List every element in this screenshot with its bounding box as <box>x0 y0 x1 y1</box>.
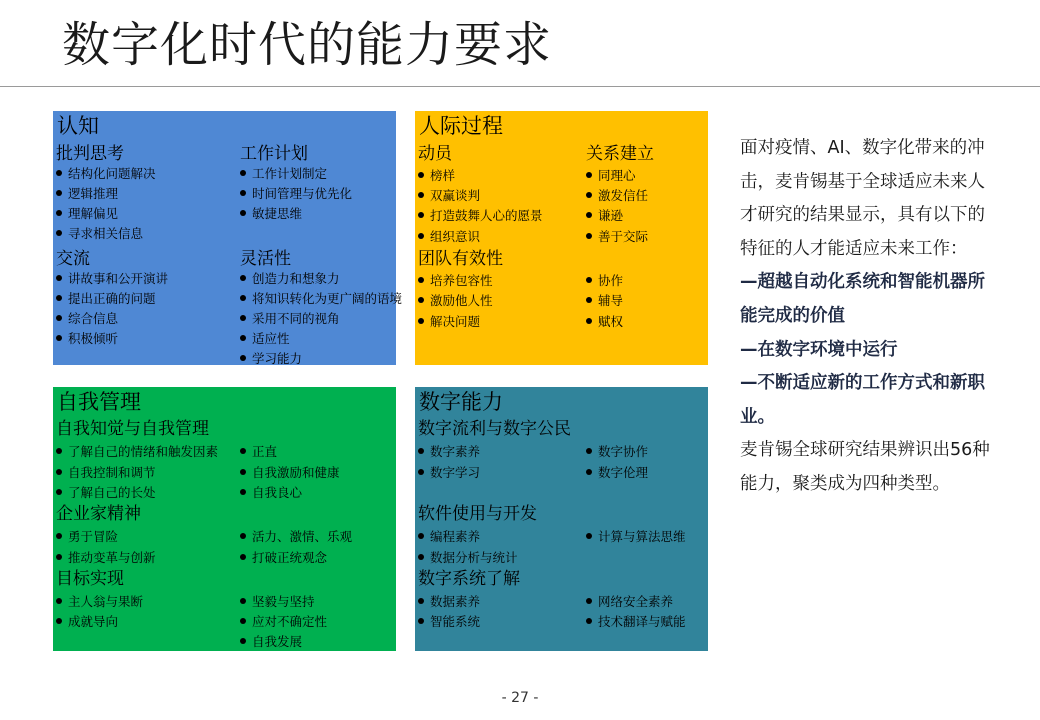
bullet-icon <box>586 212 592 218</box>
list-item: 技术翻译与赋能 <box>586 612 686 632</box>
page-number: - 27 - <box>501 690 539 706</box>
panel-interpersonal <box>415 111 708 365</box>
group-title: 自我知觉与自我管理 <box>56 419 209 439</box>
list-item: 勇于冒险 <box>56 527 118 547</box>
list-item: 赋权 <box>586 312 623 332</box>
bullet-icon <box>418 192 424 198</box>
list-item: 讲故事和公开演讲 <box>56 269 168 289</box>
list-item: 网络安全素养 <box>586 592 673 612</box>
list-item: 了解自己的情绪和触发因素 <box>56 442 218 462</box>
bullet-icon <box>56 230 62 236</box>
list-item: 数字协作 <box>586 442 648 462</box>
list-item: 采用不同的视角 <box>240 309 340 329</box>
list-item: 成就导向 <box>56 612 118 632</box>
bullet-icon <box>418 598 424 604</box>
list-item: 数字素养 <box>418 442 480 462</box>
group-title: 批判思考 <box>56 144 124 164</box>
bullet-icon <box>56 554 62 560</box>
side-description <box>740 132 990 502</box>
list-item: 打破正统观念 <box>240 548 327 568</box>
bullet-icon <box>586 598 592 604</box>
bullet-icon <box>586 192 592 198</box>
list-item: 榜样 <box>418 166 455 186</box>
bullet-icon <box>240 598 246 604</box>
list-item: 自我发展 <box>240 632 302 652</box>
list-item: 数据分析与统计 <box>418 548 518 568</box>
bullet-icon <box>56 618 62 624</box>
group-title: 软件使用与开发 <box>418 504 537 524</box>
bullet-icon <box>56 448 62 454</box>
list-item: 谦逊 <box>586 206 623 226</box>
list-item: 组织意识 <box>418 227 480 247</box>
group-title: 目标实现 <box>56 569 124 589</box>
bullet-icon <box>240 275 246 281</box>
slide-title: 数字化时代的能力要求 <box>62 17 553 73</box>
trait-line: —超越自动化系统和智能机器所能完成的价值 <box>740 272 985 326</box>
bullet-icon <box>56 533 62 539</box>
group-title: 工作计划 <box>240 144 308 164</box>
bullet-icon <box>418 277 424 283</box>
bullet-icon <box>56 598 62 604</box>
list-item: 了解自己的长处 <box>56 483 156 503</box>
list-item: 寻求相关信息 <box>56 224 143 244</box>
group-title: 数字系统了解 <box>418 569 520 589</box>
bullet-icon <box>56 190 62 196</box>
bullet-icon <box>240 489 246 495</box>
bullet-icon <box>586 318 592 324</box>
group-title: 企业家精神 <box>56 504 141 524</box>
list-item: 数字伦理 <box>586 463 648 483</box>
list-item: 正直 <box>240 442 277 462</box>
bullet-icon <box>240 448 246 454</box>
list-item: 数字学习 <box>418 463 480 483</box>
list-item: 培养包容性 <box>418 271 493 291</box>
panel-cognition <box>53 111 403 366</box>
list-item: 工作计划制定 <box>240 164 327 184</box>
bullet-icon <box>56 489 62 495</box>
list-item: 应对不确定性 <box>240 612 327 632</box>
panel-title: 人际过程 <box>419 114 503 138</box>
list-item: 善于交际 <box>586 227 648 247</box>
bullet-icon <box>418 233 424 239</box>
list-item: 打造鼓舞人心的愿景 <box>418 206 543 226</box>
bullet-icon <box>240 335 246 341</box>
bullet-icon <box>586 277 592 283</box>
list-item: 激发信任 <box>586 186 648 206</box>
list-item: 计算与算法思维 <box>586 527 686 547</box>
panel-title: 数字能力 <box>419 390 503 414</box>
list-item: 逻辑推理 <box>56 184 118 204</box>
bullet-icon <box>586 469 592 475</box>
group-title: 动员 <box>418 144 452 164</box>
list-item: 创造力和想象力 <box>240 269 340 289</box>
bullet-icon <box>418 618 424 624</box>
list-item: 理解偏见 <box>56 204 118 224</box>
bullet-icon <box>56 469 62 475</box>
list-item: 将知识转化为更广阔的语境 <box>240 289 402 309</box>
list-item: 敏捷思维 <box>240 204 302 224</box>
group-title: 关系建立 <box>586 144 654 164</box>
bullet-icon <box>418 469 424 475</box>
bullet-icon <box>418 318 424 324</box>
panel-digital <box>415 387 708 651</box>
conclusion-paragraph: 麦肯锡全球研究结果辨识出56种能力，聚类成为四种类型。 <box>740 440 990 494</box>
bullet-icon <box>240 295 246 301</box>
list-item: 激励他人性 <box>418 291 493 311</box>
list-item: 活力、激情、乐观 <box>240 527 352 547</box>
bullet-icon <box>586 533 592 539</box>
bullet-icon <box>586 233 592 239</box>
list-item: 结构化问题解决 <box>56 164 156 184</box>
bullet-icon <box>240 533 246 539</box>
list-item: 积极倾听 <box>56 329 118 349</box>
list-item: 编程素养 <box>418 527 480 547</box>
list-item: 适应性 <box>240 329 290 349</box>
list-item: 自我控制和调节 <box>56 463 156 483</box>
bullet-icon <box>240 469 246 475</box>
bullet-icon <box>240 554 246 560</box>
panel-title: 认知 <box>57 114 99 138</box>
list-item: 自我激励和健康 <box>240 463 340 483</box>
bullet-icon <box>418 172 424 178</box>
bullet-icon <box>586 297 592 303</box>
list-item: 坚毅与坚持 <box>240 592 315 612</box>
list-item: 协作 <box>586 271 623 291</box>
list-item: 智能系统 <box>418 612 480 632</box>
list-item: 提出正确的问题 <box>56 289 156 309</box>
trait-line: —不断适应新的工作方式和新职业。 <box>740 373 985 427</box>
list-item: 解决问题 <box>418 312 480 332</box>
list-item: 主人翁与果断 <box>56 592 143 612</box>
bullet-icon <box>418 297 424 303</box>
group-title: 交流 <box>56 249 90 269</box>
bullet-icon <box>240 210 246 216</box>
title-divider <box>0 86 1040 87</box>
bullet-icon <box>418 554 424 560</box>
bullet-icon <box>418 212 424 218</box>
list-item: 时间管理与优先化 <box>240 184 352 204</box>
list-item: 数据素养 <box>418 592 480 612</box>
list-item: 学习能力 <box>240 349 302 369</box>
list-item: 同理心 <box>586 166 636 186</box>
intro-paragraph: 面对疫情、AI、数字化带来的冲击，麦肯锡基于全球适应未来人才研究的结果显示，具有以下的特征的人才能适应未来工作： <box>740 138 985 259</box>
list-item: 双赢谈判 <box>418 186 480 206</box>
bullet-icon <box>418 533 424 539</box>
list-item: 综合信息 <box>56 309 118 329</box>
bullet-icon <box>586 172 592 178</box>
bullet-icon <box>586 448 592 454</box>
bullet-icon <box>240 170 246 176</box>
bullet-icon <box>56 275 62 281</box>
list-item: 辅导 <box>586 291 623 311</box>
group-title: 团队有效性 <box>418 249 503 269</box>
panel-self-management <box>53 387 396 651</box>
list-item: 推动变革与创新 <box>56 548 156 568</box>
bullet-icon <box>56 295 62 301</box>
trait-line: —在数字环境中运行 <box>740 339 898 360</box>
bullet-icon <box>240 190 246 196</box>
bullet-icon <box>586 618 592 624</box>
group-title: 数字流利与数字公民 <box>418 419 571 439</box>
bullet-icon <box>56 335 62 341</box>
panel-title: 自我管理 <box>57 390 141 414</box>
bullet-icon <box>418 448 424 454</box>
bullet-icon <box>240 618 246 624</box>
bullet-icon <box>56 170 62 176</box>
bullet-icon <box>240 638 246 644</box>
list-item: 自我良心 <box>240 483 302 503</box>
bullet-icon <box>240 355 246 361</box>
bullet-icon <box>56 210 62 216</box>
bullet-icon <box>240 315 246 321</box>
bullet-icon <box>56 315 62 321</box>
group-title: 灵活性 <box>240 249 291 269</box>
